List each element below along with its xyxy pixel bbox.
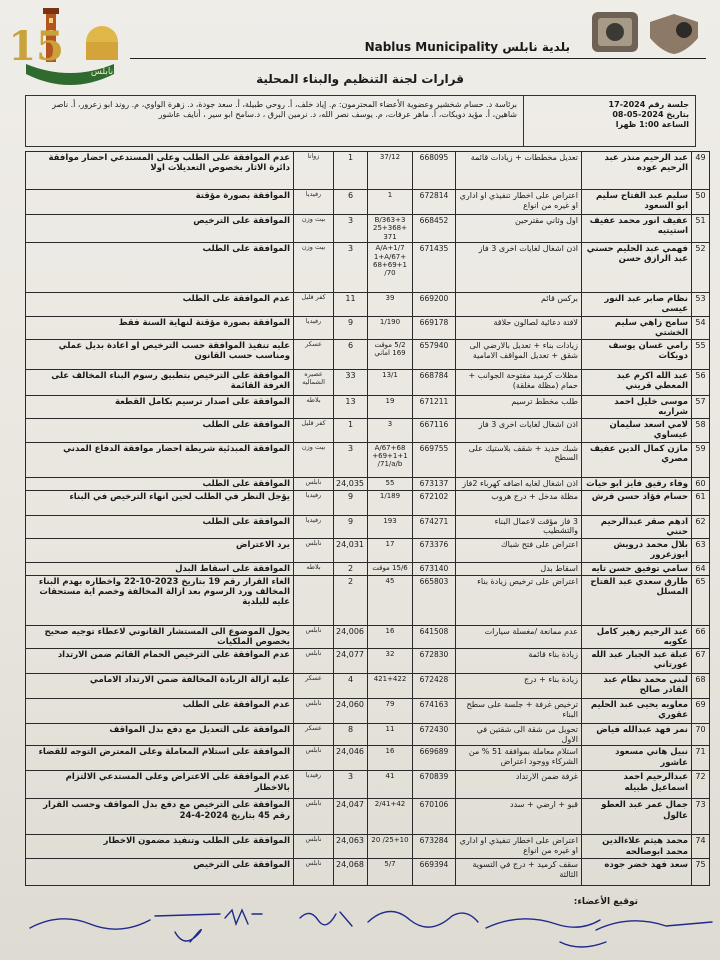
request-type: اعتراض على ترخيص زيادة بناء xyxy=(456,575,582,625)
row-number: 64 xyxy=(692,562,710,575)
parcel-number: 79 xyxy=(368,699,413,724)
table-row xyxy=(26,724,710,746)
location-name: نابلس xyxy=(294,746,334,771)
request-type: تعديل مخططات + زيادات قائمة xyxy=(456,152,582,190)
applicant-name: جمال عمر عبد العطو عالول xyxy=(582,799,692,835)
row-number: 50 xyxy=(692,190,710,215)
file-number: 657940 xyxy=(413,339,456,369)
applicant-name: حسام فؤاد حسن قرش xyxy=(582,490,692,515)
row-number: 68 xyxy=(692,674,710,699)
parcel-number: 11 xyxy=(368,724,413,746)
applicant-name: عبد الرحيم زهير كامل عكوبه xyxy=(582,625,692,648)
file-number: 672430 xyxy=(413,724,456,746)
committee-decision: عدم الموافقة على الترخيص الحمام القائم ضمن الارتداد xyxy=(26,649,294,674)
page-title: قرارات لجنة التنظيم والبناء المحلية xyxy=(256,72,464,86)
block-number: 24,046 xyxy=(334,746,368,771)
applicant-name: موسى خليل احمد شراربه xyxy=(582,395,692,418)
file-number: 641508 xyxy=(413,625,456,648)
file-number: 668784 xyxy=(413,369,456,395)
session-info xyxy=(523,96,695,146)
location-name: رفيديا xyxy=(294,190,334,215)
file-number: 672428 xyxy=(413,674,456,699)
block-number: 24,077 xyxy=(334,649,368,674)
file-number: 671211 xyxy=(413,395,456,418)
location-name: رفيديا xyxy=(294,771,334,799)
row-number: 65 xyxy=(692,575,710,625)
request-type: ترخيص غرفة + جلسة على سطح البناء xyxy=(456,699,582,724)
applicant-name: عبلة عبد الجبار عبد الله عورتاني xyxy=(582,649,692,674)
request-type: اعتراض على اخطار تنفيذي او اداري او غيره من انواع xyxy=(456,835,582,859)
row-number: 73 xyxy=(692,799,710,835)
committee-decision: الموافقة على الطلب xyxy=(26,419,294,442)
location-name: نابلس xyxy=(294,835,334,859)
request-type: اعتراض على فتح شباك xyxy=(456,539,582,562)
request-type: اول وثاني مقترحين xyxy=(456,215,582,243)
member-signatures xyxy=(0,902,720,960)
committee-decision: عدم الموافقة على الطلب xyxy=(26,293,294,316)
committee-decision: الموافقة على الترخيص xyxy=(26,859,294,886)
committee-decision: يحول الموضوع الى المستشار القانوني لاعطاء توجيه صحيح بخصوص الملكيات xyxy=(26,625,294,648)
location-name: نابلس xyxy=(294,625,334,648)
request-type: سقف كرميد + درج في التسوية الثالثة xyxy=(456,859,582,886)
request-type: قبو + ارضي + سدد xyxy=(456,799,582,835)
parcel-number: 16 xyxy=(368,746,413,771)
request-type: مظلات كرميد مفتوحة الجوانب + حمام (مظلة مغلقة) xyxy=(456,369,582,395)
applicant-name: معاويه يحيى عبد الحليم عقوري xyxy=(582,699,692,724)
parcel-number: 16 xyxy=(368,625,413,648)
location-name: بيت وزن xyxy=(294,243,334,293)
file-number: 667116 xyxy=(413,419,456,442)
file-number: 673137 xyxy=(413,477,456,490)
parcel-number: 39 xyxy=(368,293,413,316)
applicant-name: مازن كمال الدين عفيف مصري xyxy=(582,442,692,477)
applicant-name: عبد الرحيم منذر عبد الرحيم عوده xyxy=(582,152,692,190)
block-number: 13 xyxy=(334,395,368,418)
location-name: بلاطه xyxy=(294,562,334,575)
table-row xyxy=(26,316,710,339)
parcel-number: 2/41+42 xyxy=(368,799,413,835)
block-number: 4 xyxy=(334,674,368,699)
applicant-name: عبدالرحيم احمد اسماعيل طبيله xyxy=(582,771,692,799)
block-number: 2 xyxy=(334,562,368,575)
row-number: 57 xyxy=(692,395,710,418)
location-name: نابلس xyxy=(294,649,334,674)
block-number: 1 xyxy=(334,152,368,190)
block-number: 3 xyxy=(334,442,368,477)
parcel-number: A/A+1/7 1+A/67+ 68+69+1 /70 xyxy=(368,243,413,293)
parcel-number: 5/2 موقت 169 اماني xyxy=(368,339,413,369)
block-number: 24,047 xyxy=(334,799,368,835)
applicant-name: رامي غسان يوسف دويكات xyxy=(582,339,692,369)
committee-decision: الموافقة على الطلب وتنفيذ مضمون الاخطار xyxy=(26,835,294,859)
committee-decision: عدم الموافقة على الطلب وعلى المستدعي احضار موافقة دائرة الاثار بخصوص التعديلات اولا xyxy=(26,152,294,190)
location-name: بيت وزن xyxy=(294,215,334,243)
block-number: 3 xyxy=(334,243,368,293)
parcel-number: B/363+3 25+368+ 371 xyxy=(368,215,413,243)
file-number: 669178 xyxy=(413,316,456,339)
table-row xyxy=(26,539,710,562)
block-number: 24,063 xyxy=(334,835,368,859)
location-name: نابلس xyxy=(294,859,334,886)
parcel-number: A/67+68 +69+1+1 /71/a/b xyxy=(368,442,413,477)
table-row xyxy=(26,152,710,190)
decisions-table xyxy=(25,151,710,886)
parcel-number: 3 xyxy=(368,419,413,442)
table-row xyxy=(26,625,710,648)
session-time: الساعة 1:00 ظهرا xyxy=(615,120,689,129)
committee-decision: الموافقة على الترخيص xyxy=(26,215,294,243)
file-number: 672814 xyxy=(413,190,456,215)
committee-decision: الموافقة على الطلب xyxy=(26,243,294,293)
row-number: 53 xyxy=(692,293,710,316)
table-row xyxy=(26,859,710,886)
table-row xyxy=(26,190,710,215)
row-number: 74 xyxy=(692,835,710,859)
logo-left-text: نابلس xyxy=(90,67,114,77)
municipality-emblems xyxy=(588,8,706,58)
parcel-number: 41 xyxy=(368,771,413,799)
row-number: 60 xyxy=(692,477,710,490)
committee-decision: الموافقة على الترخيص بتطبيق رسوم البناء المخالف على الغرفة القائمة xyxy=(26,369,294,395)
location-name: نابلس xyxy=(294,539,334,562)
block-number: 33 xyxy=(334,369,368,395)
block-number: 24,068 xyxy=(334,859,368,886)
table-row xyxy=(26,575,710,625)
table-row xyxy=(26,835,710,859)
table-row xyxy=(26,649,710,674)
table-row xyxy=(26,477,710,490)
svg-text:15: 15 xyxy=(8,23,64,70)
location-name: بلاطه xyxy=(294,395,334,418)
request-type: زيادات بناء + تعديل بالارضي الى شقق + تعديل المواقف الامامية xyxy=(456,339,582,369)
committee-decision: الموافقة على اصدار ترسيم بكامل القطعة xyxy=(26,395,294,418)
signatures-label: توقيع الأعضاء: xyxy=(573,897,638,907)
session-date: بتاريخ 2024-05-08 xyxy=(612,110,689,119)
committee-decision: الموافقة على الترخيص مع دفع بدل المواقف وحسب القرار رقم 45 بتاريخ 2024-4-24 xyxy=(26,799,294,835)
committee-members: برئاسة د. حسام شخشير وعضوية الأعضاء المحترمون: م. إياد خلف، أ. روحي طبيلة، أ. سعد جودة، د. زهرة الواوي، م. روند ابو زعرور، أ. ناصر شاهين، أ. مؤيد دويكات، أ. ماهر عرفات، م. يوسف نصر الله، د. نرمين البرق ، د.سامح ابو سير ، أنايف عاشور xyxy=(52,100,517,119)
file-number: 665803 xyxy=(413,575,456,625)
parcel-number: 1 xyxy=(368,190,413,215)
parcel-number: 17 xyxy=(368,539,413,562)
row-number: 67 xyxy=(692,649,710,674)
location-name: عسكر xyxy=(294,724,334,746)
file-number: 673140 xyxy=(413,562,456,575)
location-name: كفر قليل xyxy=(294,419,334,442)
applicant-name: بلال محمد درويش ابوزعرور xyxy=(582,539,692,562)
block-number: 9 xyxy=(334,515,368,538)
block-number: 3 xyxy=(334,215,368,243)
applicant-name: نبيل هاني مسعود عاشور xyxy=(582,746,692,771)
table-row xyxy=(26,243,710,293)
location-name: رفيديا xyxy=(294,490,334,515)
parcel-number: 55 xyxy=(368,477,413,490)
location-name: رفيديا xyxy=(294,316,334,339)
block-number: 6 xyxy=(334,190,368,215)
parcel-number: 25+10/ 20 xyxy=(368,835,413,859)
row-number: 59 xyxy=(692,442,710,477)
parcel-number: 421+422 xyxy=(368,674,413,699)
applicant-name: سامي توفيق حسن تايه xyxy=(582,562,692,575)
row-number: 69 xyxy=(692,699,710,724)
block-number: 2 xyxy=(334,575,368,625)
committee-decision: الموافقة على الطلب xyxy=(26,477,294,490)
request-type: زيادة بناء قائمة xyxy=(456,649,582,674)
table-row xyxy=(26,369,710,395)
applicant-name: سعد فهد خضر جوده xyxy=(582,859,692,886)
file-number: 669755 xyxy=(413,442,456,477)
row-number: 66 xyxy=(692,625,710,648)
location-name: رفيديا xyxy=(294,515,334,538)
block-number: 9 xyxy=(334,316,368,339)
block-number: 3 xyxy=(334,771,368,799)
location-name: عسكر xyxy=(294,339,334,369)
location-name: عسكر xyxy=(294,674,334,699)
applicant-name: فهمي عبد الحليم حسني عبد الرازق حسن xyxy=(582,243,692,293)
table-row xyxy=(26,515,710,538)
applicant-name: نظام صابر عبد النور عيسى xyxy=(582,293,692,316)
committee-decision: الموافقة على استلام المعاملة وعلى المعترض التوجه للقضاء xyxy=(26,746,294,771)
row-number: 70 xyxy=(692,724,710,746)
location-name: زواتا xyxy=(294,152,334,190)
block-number: 11 xyxy=(334,293,368,316)
block-number: 24,035 xyxy=(334,477,368,490)
file-number: 673284 xyxy=(413,835,456,859)
table-row xyxy=(26,442,710,477)
location-name: كفر قليل xyxy=(294,293,334,316)
committee-decision: عليه ازالة الزيادة المخالفة ضمن الارتداد الامامي xyxy=(26,674,294,699)
row-number: 62 xyxy=(692,515,710,538)
parcel-number: 32 xyxy=(368,649,413,674)
table-row xyxy=(26,395,710,418)
request-type: استلام معاملة بموافقة 51 % من الشركاء ووجود اعتراض xyxy=(456,746,582,771)
file-number: 670106 xyxy=(413,799,456,835)
location-name: نابلس xyxy=(294,477,334,490)
applicant-name: سامح زاهي سليم الخشتي xyxy=(582,316,692,339)
parcel-number: 37/12 xyxy=(368,152,413,190)
committee-decision: الموافقة المبدئية شريطة احضار موافقة الدفاع المدني xyxy=(26,442,294,477)
applicant-name: سليم عبد الفتاح سليم ابو السعود xyxy=(582,190,692,215)
committee-decision: الموافقة بصورة مؤقتة لنهاية السنة فقط xyxy=(26,316,294,339)
request-type: لافتة دعائية لصالون حلاقة xyxy=(456,316,582,339)
parcel-number: 1/189 xyxy=(368,490,413,515)
file-number: 672830 xyxy=(413,649,456,674)
block-number: 1 xyxy=(334,419,368,442)
document-header xyxy=(0,0,720,92)
table-row xyxy=(26,293,710,316)
applicant-name: نمر فهد عبدالله فياض xyxy=(582,724,692,746)
request-type: تحويل من شقة الى شقتين في الاول xyxy=(456,724,582,746)
row-number: 72 xyxy=(692,771,710,799)
table-row xyxy=(26,771,710,799)
request-type: اذن اشغال لغايات اخرى 3 فاز xyxy=(456,243,582,293)
row-number: 71 xyxy=(692,746,710,771)
committee-decision: الموافقة على اسقاط البدل xyxy=(26,562,294,575)
row-number: 61 xyxy=(692,490,710,515)
file-number: 671435 xyxy=(413,243,456,293)
table-row xyxy=(26,746,710,771)
municipality-name: Nablus Municipality بلدية نابلس xyxy=(364,40,570,54)
table-row xyxy=(26,490,710,515)
request-type: عدم ممانعة /مغسلة سيارات xyxy=(456,625,582,648)
file-number: 674163 xyxy=(413,699,456,724)
parcel-number: 45 xyxy=(368,575,413,625)
table-row xyxy=(26,699,710,724)
committee-decision: عليه تنفيذ الموافقة حسب الترخيص او اعادة بديل عملي ومناسب حسب القانون xyxy=(26,339,294,369)
request-type: اعتراض على اخطار تنفيذي او اداري او غيره من انواع xyxy=(456,190,582,215)
file-number: 674271 xyxy=(413,515,456,538)
row-number: 49 xyxy=(692,152,710,190)
block-number: 8 xyxy=(334,724,368,746)
location-name: عصيره الشماليه xyxy=(294,369,334,395)
location-name: نابلس xyxy=(294,699,334,724)
request-type: اسقاط بدل xyxy=(456,562,582,575)
request-type: غرفة ضمن الارتداد xyxy=(456,771,582,799)
request-type: اذن اشغال لغايه اضافه كهرباء 2فاز xyxy=(456,477,582,490)
row-number: 63 xyxy=(692,539,710,562)
committee-decision: الغاء القرار رقم 19 بتاريخ 2023-10-22 واخطاره بهدم البناء المخالف ورد الرسوم بعد ازالة المخالفة وخصم اية مستحقات عليه للبلدية xyxy=(26,575,294,625)
table-row xyxy=(26,215,710,243)
session-number: جلسة رقم 2024-17 xyxy=(608,100,689,109)
parcel-number: 5/7 xyxy=(368,859,413,886)
block-number: 9 xyxy=(334,490,368,515)
request-type: اذن اشغال لغايات اخرى 3 فاز xyxy=(456,419,582,442)
table-row xyxy=(26,799,710,835)
committee-decision: يرد الاعتراض xyxy=(26,539,294,562)
parcel-number: 13/1 xyxy=(368,369,413,395)
location-name: بيت وزن xyxy=(294,442,334,477)
block-number: 24,031 xyxy=(334,539,368,562)
row-number: 54 xyxy=(692,316,710,339)
applicant-name: عبد الله اكرم عبد المعطي قريني xyxy=(582,369,692,395)
committee-decision: الموافقة على الطلب xyxy=(26,515,294,538)
block-number: 24,006 xyxy=(334,625,368,648)
header-rule xyxy=(130,58,706,59)
row-number: 58 xyxy=(692,419,710,442)
file-number: 672102 xyxy=(413,490,456,515)
parcel-number: 15/6 موقت xyxy=(368,562,413,575)
committee-decision: عدم الموافقة على الطلب xyxy=(26,699,294,724)
row-number: 75 xyxy=(692,859,710,886)
request-type: مظلة مدخل + درج هروب xyxy=(456,490,582,515)
committee-decision: عدم الموافقة على الاعتراض وعلى المستدعي الالتزام بالاخطار xyxy=(26,771,294,799)
committee-decision: يؤجل النظر في الطلب لحين انهاء الترخيص في البناء xyxy=(26,490,294,515)
row-number: 55 xyxy=(692,339,710,369)
request-type: شبك حديد + شقف بلاستيك على السطح xyxy=(456,442,582,477)
request-type: بركس قائم xyxy=(456,293,582,316)
applicant-name: محمد هيثم علاءالدين محمد ابوصالحه xyxy=(582,835,692,859)
applicant-name: طارق سعدي عبد الفتاح المسلل xyxy=(582,575,692,625)
parcel-number: 19 xyxy=(368,395,413,418)
applicant-name: عفيف انور محمد عفيف استيتيه xyxy=(582,215,692,243)
request-type: 3 فاز مؤقت لاعمال البناء والتشطيب xyxy=(456,515,582,538)
parcel-number: 193 xyxy=(368,515,413,538)
file-number: 669689 xyxy=(413,746,456,771)
applicant-name: ادهم صقر عبدالرحيم حنني xyxy=(582,515,692,538)
table-row xyxy=(26,339,710,369)
location-name xyxy=(294,575,334,625)
session-meta-box xyxy=(25,95,696,147)
block-number: 24,060 xyxy=(334,699,368,724)
request-type: طلب مخطط ترسيم xyxy=(456,395,582,418)
file-number: 669394 xyxy=(413,859,456,886)
file-number: 668095 xyxy=(413,152,456,190)
decisions-table-body xyxy=(26,152,710,886)
file-number: 670839 xyxy=(413,771,456,799)
applicant-name: لبنى محمد نظام عبد القادر صالح xyxy=(582,674,692,699)
table-row xyxy=(26,562,710,575)
applicant-name: وفاء رفيق فايز ابو حيات xyxy=(582,477,692,490)
row-number: 51 xyxy=(692,215,710,243)
committee-decision: الموافقة بصورة مؤقتة xyxy=(26,190,294,215)
location-name: نابلس xyxy=(294,799,334,835)
row-number: 56 xyxy=(692,369,710,395)
row-number: 52 xyxy=(692,243,710,293)
file-number: 668452 xyxy=(413,215,456,243)
request-type: زيادة بناء + درج xyxy=(456,674,582,699)
block-number: 6 xyxy=(334,339,368,369)
parcel-number: 1/190 xyxy=(368,316,413,339)
committee-decision: الموافقة على التعديل مع دفع بدل المواقف xyxy=(26,724,294,746)
file-number: 669200 xyxy=(413,293,456,316)
table-row xyxy=(26,674,710,699)
file-number: 673376 xyxy=(413,539,456,562)
applicant-name: لامي اسعد سليمان عيساوي xyxy=(582,419,692,442)
table-row xyxy=(26,419,710,442)
